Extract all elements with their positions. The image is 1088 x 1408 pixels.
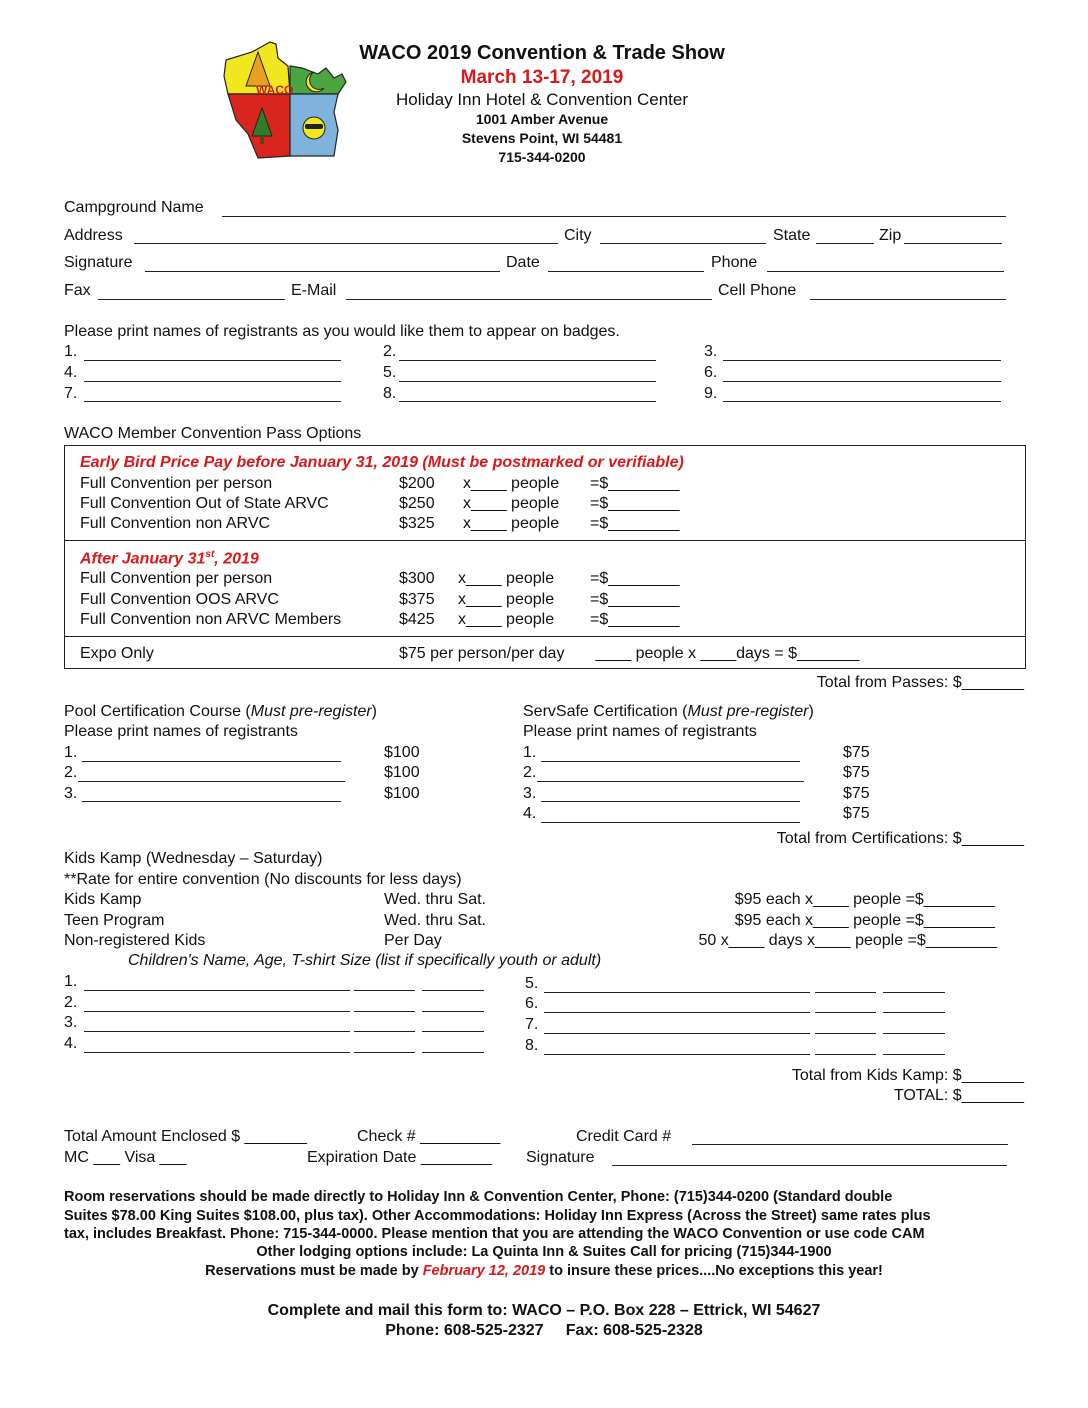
kids-title: Kids Kamp (Wednesday – Saturday) <box>64 850 323 867</box>
divider <box>64 636 1026 637</box>
fax-label: Fax <box>64 282 91 299</box>
pool-num: 1. <box>64 744 78 761</box>
badge-num: 8. <box>383 385 397 402</box>
child-shirt-field[interactable] <box>422 1031 484 1032</box>
child-age-field[interactable] <box>354 1052 415 1053</box>
pool-price: $100 <box>384 744 420 761</box>
child-shirt-field[interactable] <box>422 990 484 991</box>
child-name-field[interactable] <box>544 1033 810 1034</box>
servsafe-name-field[interactable] <box>541 801 800 802</box>
pass-label: Full Convention Out of State ARVC <box>80 495 329 512</box>
child-num: 6. <box>525 995 539 1012</box>
child-shirt-field[interactable] <box>883 1054 945 1055</box>
address-label: Address <box>64 227 123 244</box>
payment-signature-field[interactable] <box>612 1165 1007 1166</box>
zip-field[interactable] <box>904 243 1002 244</box>
venue-address: 1001 Amber Avenue <box>475 111 609 127</box>
kids-total[interactable]: Total from Kids Kamp: $_______ <box>791 1067 1024 1084</box>
page-title: WACO 2019 Convention & Trade Show <box>359 42 725 64</box>
phone-label: Phone <box>711 254 758 271</box>
expo-label: Expo Only <box>80 645 154 662</box>
room-info-line: Suites $78.00 King Suites $108.00, plus tax). Other Accommodations: Holiday Inn Express (Across the Street) same rates plus <box>64 1208 931 1224</box>
pass-price: $300 <box>399 570 435 587</box>
child-age-field[interactable] <box>815 1012 876 1013</box>
badge-num: 6. <box>704 364 718 381</box>
servsafe-num: 1. <box>523 744 537 761</box>
pool-price: $100 <box>384 764 420 781</box>
badge-field[interactable] <box>84 360 341 361</box>
pass-amount[interactable]: =$________ <box>590 515 680 532</box>
state-label: State <box>773 227 811 244</box>
zip-label: Zip <box>879 227 902 244</box>
amount-enclosed[interactable]: Total Amount Enclosed $ _______ <box>64 1128 307 1145</box>
city-field[interactable] <box>600 243 766 244</box>
pass-price: $250 <box>399 495 435 512</box>
child-age-field[interactable] <box>815 992 876 993</box>
child-shirt-field[interactable] <box>883 992 945 993</box>
child-name-field[interactable] <box>84 1052 350 1053</box>
pool-name-field[interactable] <box>82 761 341 762</box>
signature-field[interactable] <box>145 271 500 272</box>
pass-label: Full Convention non ARVC <box>80 515 271 532</box>
pass-price: $325 <box>399 515 435 532</box>
phone-field[interactable] <box>767 271 1004 272</box>
badge-field[interactable] <box>84 381 341 382</box>
room-info-line: Room reservations should be made directly to Holiday Inn & Convention Center, Phone: (715)344-0200 (Standard double <box>64 1189 893 1205</box>
venue-name: Holiday Inn Hotel & Convention Center <box>396 90 688 109</box>
pool-title: Pool Certification Course (Must pre-register) <box>64 703 377 720</box>
expo-fields[interactable]: $75 per person/per day ____ people x ____days = $_______ <box>399 645 860 662</box>
logo-text: WACO <box>256 83 294 97</box>
credit-card-field[interactable] <box>692 1144 1008 1145</box>
badge-field[interactable] <box>84 401 341 402</box>
lodging-options: Other lodging options include: La Quinta Inn & Suites Call for pricing (715)344-1900 <box>256 1244 832 1260</box>
pass-qty[interactable]: x____ people <box>463 495 560 512</box>
servsafe-name-field[interactable] <box>541 822 800 823</box>
pool-num: 2. <box>64 764 78 781</box>
event-dates: March 13-17, 2019 <box>460 67 624 88</box>
badge-num: 1. <box>64 343 78 360</box>
pass-qty[interactable]: x____ people <box>463 475 560 492</box>
pool-price: $100 <box>384 785 420 802</box>
badge-field[interactable] <box>399 401 656 402</box>
badge-num: 4. <box>64 364 78 381</box>
child-name-field[interactable] <box>84 990 350 991</box>
certifications-total[interactable]: Total from Certifications: $_______ <box>776 830 1024 847</box>
child-name-field[interactable] <box>84 1011 350 1012</box>
email-label: E-Mail <box>291 282 337 299</box>
pass-label: Full Convention per person <box>80 570 273 587</box>
pool-sub: Please print names of registrants <box>64 723 298 740</box>
room-info-line: tax, includes Breakfast. Phone: 715-344-0000. Please mention that you are attending the WACO Convention or use code CAM <box>64 1226 925 1242</box>
servsafe-price: $75 <box>843 805 870 822</box>
pass-amount[interactable]: =$________ <box>590 495 680 512</box>
child-num: 1. <box>64 973 78 990</box>
date-label: Date <box>506 254 540 271</box>
badge-field[interactable] <box>723 381 1001 382</box>
pass-price: $425 <box>399 611 435 628</box>
pass-price: $200 <box>399 475 435 492</box>
child-age-field[interactable] <box>354 1031 415 1032</box>
child-num: 8. <box>525 1037 539 1054</box>
pass-price: $375 <box>399 591 435 608</box>
contact-phone-fax: Phone: 608-525-2327 Fax: 608-525-2328 <box>385 1322 703 1339</box>
card-type[interactable]: MC ___ Visa ___ <box>64 1149 187 1166</box>
campground-label: Campground Name <box>64 199 204 216</box>
child-age-field[interactable] <box>354 990 415 991</box>
child-shirt-field[interactable] <box>883 1033 945 1034</box>
kids-row-when: Wed. thru Sat. <box>384 891 486 908</box>
cell-field[interactable] <box>810 299 1006 300</box>
servsafe-sub: Please print names of registrants <box>523 723 757 740</box>
state-field[interactable] <box>816 243 874 244</box>
city-label: City <box>564 227 592 244</box>
mail-address: Complete and mail this form to: WACO – P.O. Box 228 – Ettrick, WI 54627 <box>267 1302 821 1319</box>
pass-label: Full Convention per person <box>80 475 273 492</box>
servsafe-name-field[interactable] <box>541 761 800 762</box>
child-name-field[interactable] <box>544 1054 810 1055</box>
child-name-field[interactable] <box>84 1031 350 1032</box>
cell-label: Cell Phone <box>718 282 797 299</box>
child-shirt-field[interactable] <box>422 1011 484 1012</box>
badge-field[interactable] <box>399 360 656 361</box>
badge-num: 7. <box>64 385 78 402</box>
passes-total[interactable]: Total from Passes: $_______ <box>816 674 1024 691</box>
servsafe-name-field[interactable] <box>537 781 804 782</box>
payment-signature-label: Signature <box>526 1149 595 1166</box>
pass-label: Full Convention non ARVC Members <box>80 611 342 628</box>
kids-row-label: Kids Kamp <box>64 891 142 908</box>
reservation-deadline: Reservations must be made by February 12, 2019 to insure these prices....No exceptions this year! <box>205 1263 883 1279</box>
servsafe-num: 2. <box>523 764 537 781</box>
child-num: 7. <box>525 1016 539 1033</box>
child-shirt-field[interactable] <box>422 1052 484 1053</box>
badge-field[interactable] <box>723 401 1001 402</box>
pass-label: Full Convention OOS ARVC <box>80 591 279 608</box>
pass-amount[interactable]: =$________ <box>590 611 680 628</box>
pass-amount[interactable]: =$________ <box>590 570 680 587</box>
kids-row-label: Teen Program <box>64 912 165 929</box>
after-title: After January 31st, 2019 <box>80 549 259 568</box>
servsafe-title: ServSafe Certification (Must pre-register) <box>523 703 814 720</box>
servsafe-price: $75 <box>843 744 870 761</box>
badge-num: 9. <box>704 385 718 402</box>
badges-intro: Please print names of registrants as you would like them to appear on badges. <box>64 323 620 340</box>
child-name-field[interactable] <box>544 992 810 993</box>
kids-row-when: Wed. thru Sat. <box>384 912 486 929</box>
servsafe-price: $75 <box>843 785 870 802</box>
child-num: 4. <box>64 1035 78 1052</box>
kids-row-rate[interactable]: $95 each x____ people =$________ <box>734 891 995 908</box>
badge-num: 3. <box>704 343 718 360</box>
servsafe-price: $75 <box>843 764 870 781</box>
pool-num: 3. <box>64 785 78 802</box>
early-bird-title: Early Bird Price Pay before January 31, 2019 (Must be postmarked or verifiable) <box>80 454 684 471</box>
kids-note: **Rate for entire convention (No discounts for less days) <box>64 871 462 888</box>
child-num: 5. <box>525 975 539 992</box>
child-age-field[interactable] <box>815 1033 876 1034</box>
signature-label: Signature <box>64 254 133 271</box>
badge-field[interactable] <box>399 381 656 382</box>
pass-qty[interactable]: x____ people <box>458 611 555 628</box>
campground-field[interactable] <box>222 216 1006 217</box>
pass-amount[interactable]: =$________ <box>590 475 680 492</box>
venue-city: Stevens Point, WI 54481 <box>461 130 623 146</box>
servsafe-num: 3. <box>523 785 537 802</box>
passes-heading: WACO Member Convention Pass Options <box>64 425 362 442</box>
kids-row-label: Non-registered Kids <box>64 932 206 949</box>
email-field[interactable] <box>346 299 712 300</box>
child-age-field[interactable] <box>354 1011 415 1012</box>
address-field[interactable] <box>134 243 558 244</box>
child-num: 2. <box>64 994 78 1011</box>
expiration-date[interactable]: Expiration Date ________ <box>307 1149 493 1166</box>
child-age-field[interactable] <box>815 1054 876 1055</box>
badge-num: 5. <box>383 364 397 381</box>
pass-qty[interactable]: x____ people <box>458 570 555 587</box>
credit-card-label: Credit Card # <box>576 1128 672 1145</box>
pass-qty[interactable]: x____ people <box>458 591 555 608</box>
grand-total[interactable]: TOTAL: $_______ <box>893 1087 1024 1104</box>
kids-row-rate[interactable]: 50 x____ days x____ people =$________ <box>698 932 997 949</box>
child-shirt-field[interactable] <box>883 1012 945 1013</box>
divider <box>64 540 1026 541</box>
fax-field[interactable] <box>98 299 285 300</box>
check-number[interactable]: Check # _________ <box>357 1128 501 1145</box>
badge-num: 2. <box>383 343 397 360</box>
pass-qty[interactable]: x____ people <box>463 515 560 532</box>
pass-amount[interactable]: =$________ <box>590 591 680 608</box>
pool-name-field[interactable] <box>78 781 345 782</box>
pool-name-field[interactable] <box>82 801 341 802</box>
kids-row-when: Per Day <box>384 932 442 949</box>
child-name-field[interactable] <box>544 1012 810 1013</box>
child-num: 3. <box>64 1014 78 1031</box>
badge-field[interactable] <box>723 360 1001 361</box>
kids-row-rate[interactable]: $95 each x____ people =$________ <box>734 912 995 929</box>
children-heading: Children's Name, Age, T-shirt Size (list if specifically youth or adult) <box>128 952 602 969</box>
servsafe-num: 4. <box>523 805 537 822</box>
date-field[interactable] <box>548 271 704 272</box>
venue-phone: 715-344-0200 <box>498 149 586 165</box>
